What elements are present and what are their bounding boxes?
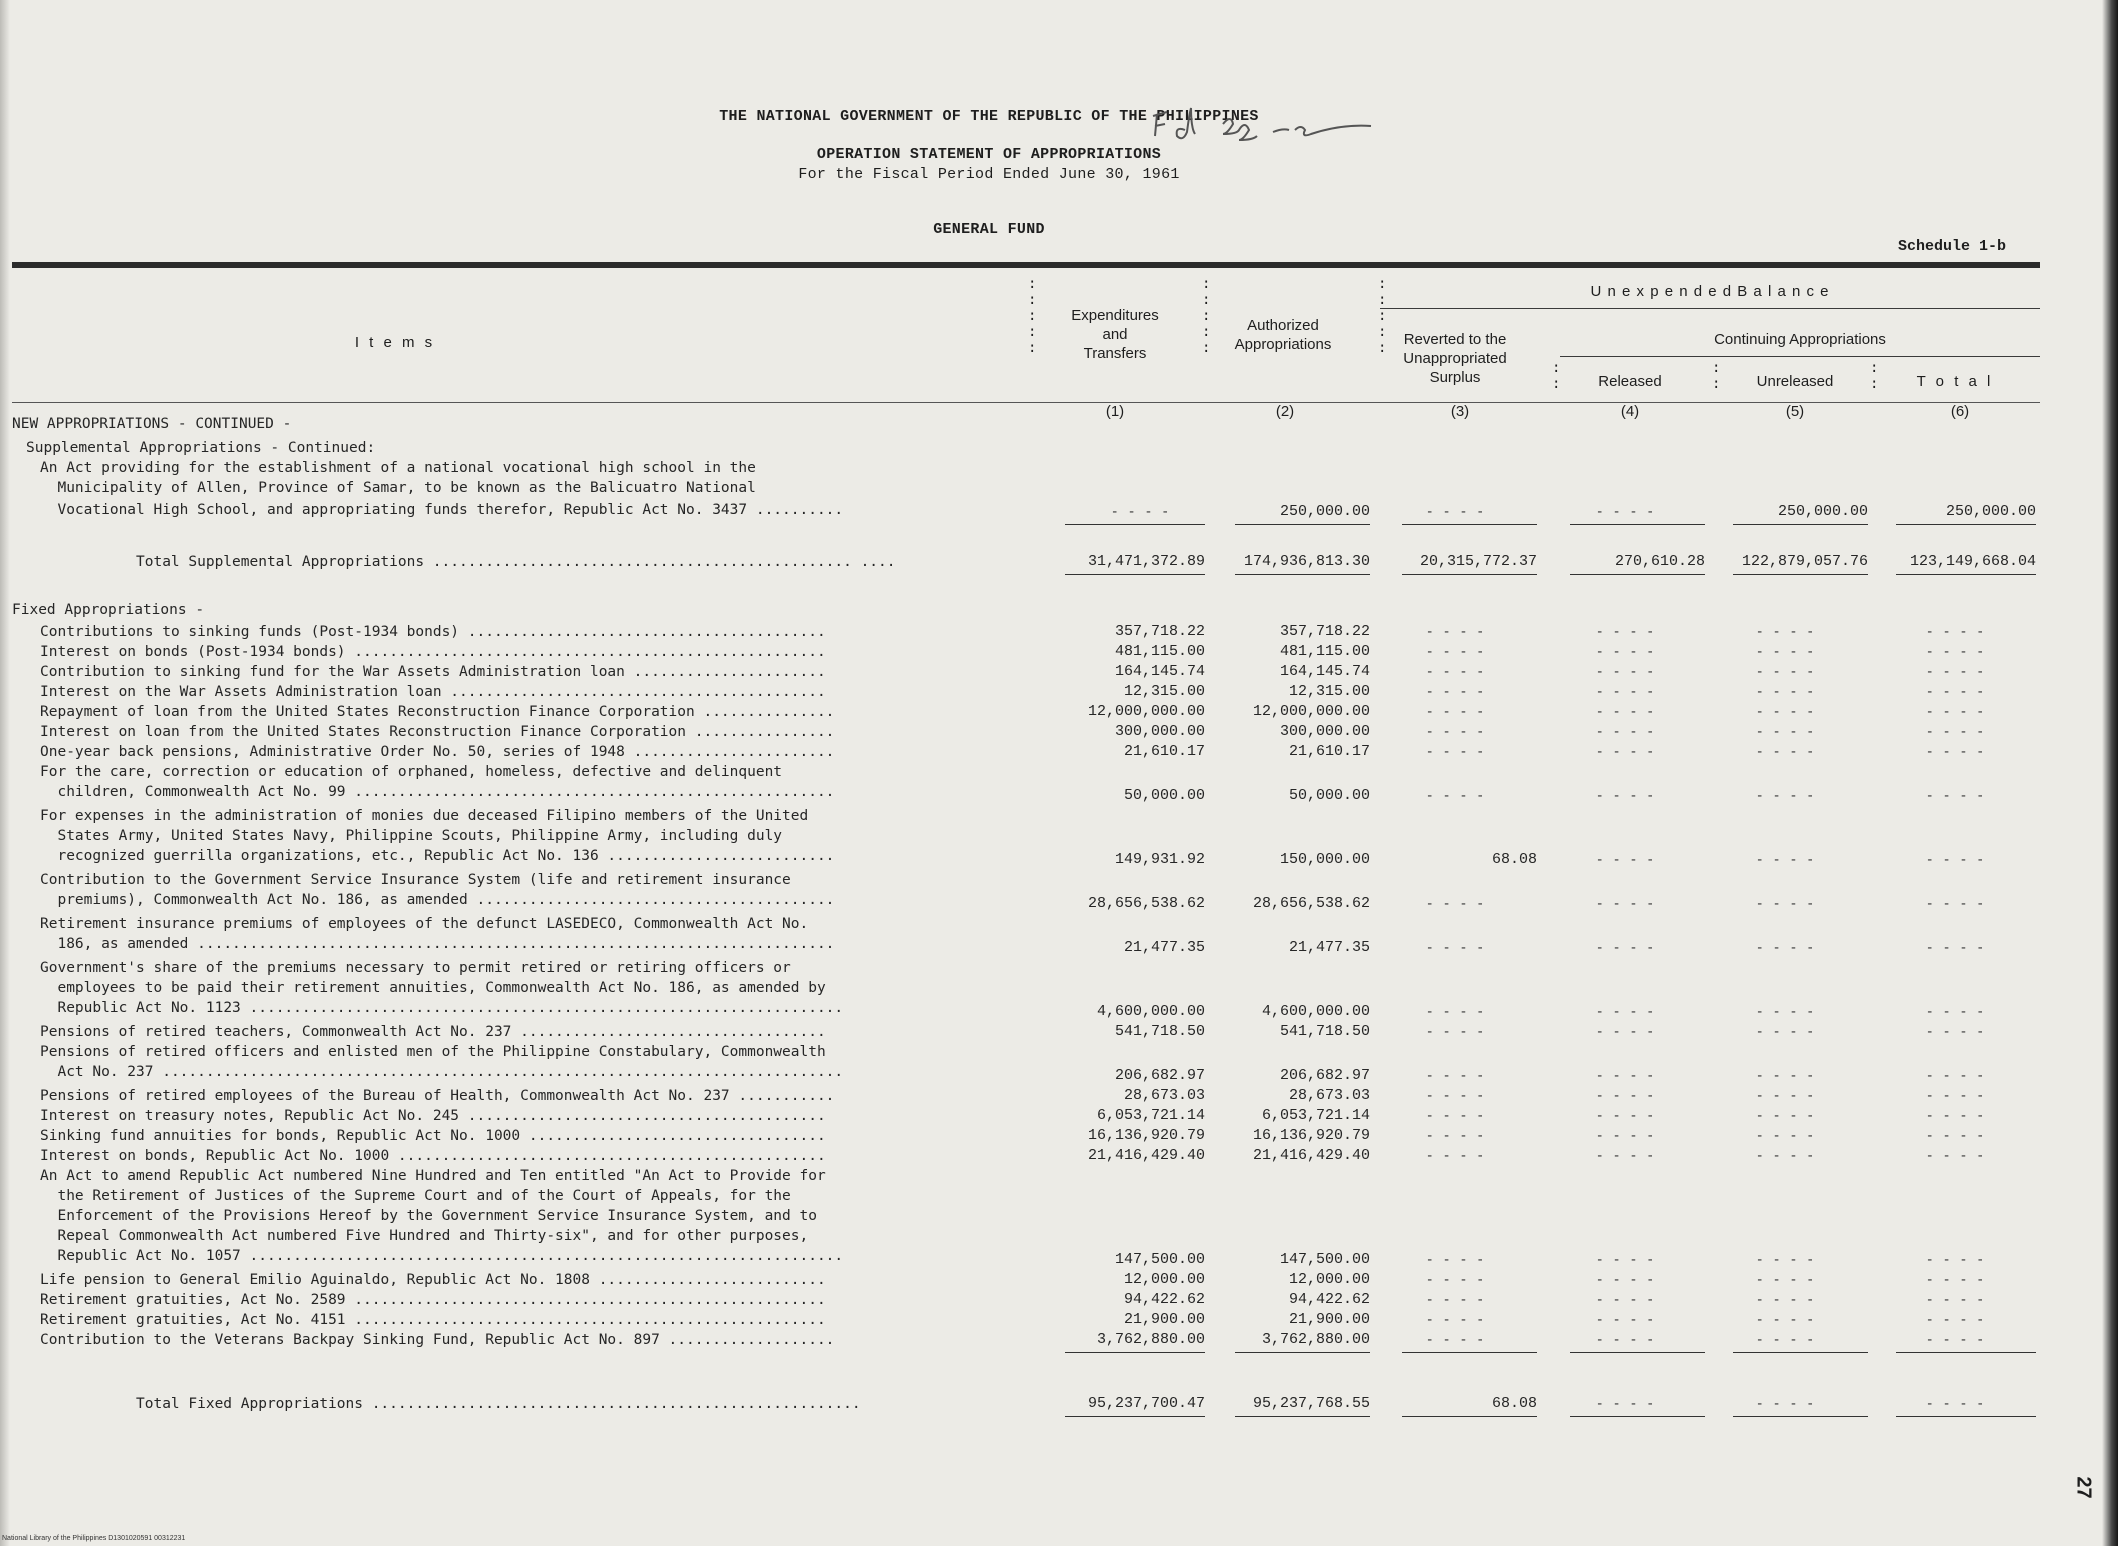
dash-cell: - - - - — [1925, 684, 1985, 700]
value-cell: 250,000.00 — [1945, 503, 2036, 520]
sum-underline — [1065, 574, 1205, 575]
expenditures-cell: 28,656,538.62 — [1087, 895, 1205, 912]
dash-cell: - - - - — [1755, 1088, 1815, 1104]
authorized-cell: 481,115.00 — [1279, 643, 1370, 660]
dash-cell: - - - - — [1595, 788, 1655, 804]
row-item-text: premiums), Commonwealth Act No. 186, as amended ......................................... — [40, 892, 835, 908]
dash-cell: - - - - — [1595, 1312, 1655, 1328]
row-item-text: An Act to amend Republic Act numbered Nine Hundred and Ten entitled "An Act to Provide for — [40, 1168, 826, 1184]
schedule-label: Schedule 1-b — [1898, 238, 2007, 255]
row-item-text: Government's share of the premiums necessary to permit retired or retiring officers or — [40, 960, 791, 976]
sum-underline — [1065, 1352, 1205, 1353]
authorized-cell: 541,718.50 — [1279, 1023, 1370, 1040]
dash-cell: - - - - — [1755, 1108, 1815, 1124]
authorized-cell: 21,610.17 — [1288, 743, 1370, 760]
col-continuing: Continuing Appropriations — [1714, 331, 1886, 348]
dash-cell: - - - - — [1925, 1396, 1985, 1412]
total-value-cell: 174,936,813.30 — [1243, 553, 1370, 570]
rule-continuing — [1560, 356, 2040, 357]
dash-cell: - - - - — [1595, 1272, 1655, 1288]
dash-cell: - - - - — [1595, 1128, 1655, 1144]
dash-cell: - - - - — [1425, 1108, 1485, 1124]
dash-cell: - - - - — [1425, 1272, 1485, 1288]
footer-stamp: National Library of the Philippines D1301020591 00312231 — [2, 1535, 186, 1542]
expenditures-cell: 206,682.97 — [1114, 1067, 1205, 1084]
dash-cell: - - - - — [1925, 1252, 1985, 1268]
row-item-text: the Retirement of Justices of the Supreme Court and of the Court of Appeals, for the — [40, 1188, 791, 1204]
dash-cell: - - - - — [1755, 1312, 1815, 1328]
dash-cell: - - - - — [1925, 1108, 1985, 1124]
dash-cell: - - - - — [1425, 504, 1485, 520]
dash-cell: - - - - — [1425, 1088, 1485, 1104]
sum-underline — [1402, 1416, 1537, 1417]
dash-cell: - - - - — [1925, 1148, 1985, 1164]
dash-cell: - - - - — [1595, 684, 1655, 700]
row-item-text: employees to be paid their retirement annuities, Commonwealth Act No. 186, as amended by — [40, 980, 826, 996]
dash-cell: - - - - — [1755, 1068, 1815, 1084]
dash-cell: - - - - — [1755, 1004, 1815, 1020]
dash-cell: - - - - — [1925, 1088, 1985, 1104]
authorized-cell: 21,416,429.40 — [1252, 1147, 1370, 1164]
dash-cell: - - - - — [1755, 684, 1815, 700]
reverted-cell: 68.08 — [1491, 851, 1537, 868]
authorized-cell: 300,000.00 — [1279, 723, 1370, 740]
dash-cell: - - - - — [1925, 664, 1985, 680]
row-item-text: Retirement insurance premiums of employees of the defunct LASEDECO, Commonwealth Act No. — [40, 916, 809, 932]
row-item-text: Retirement gratuities, Act No. 4151 ...................................................... — [40, 1312, 826, 1328]
expenditures-cell: 147,500.00 — [1114, 1251, 1205, 1268]
total-value-cell: 270,610.28 — [1614, 553, 1705, 570]
dash-cell: - - - - — [1925, 1128, 1985, 1144]
col-num-2: (2) — [1275, 403, 1295, 420]
dash-cell: - - - - — [1595, 896, 1655, 912]
authorized-cell: 21,900.00 — [1288, 1311, 1370, 1328]
top-rule — [12, 262, 2040, 268]
dash-cell: - - - - — [1595, 704, 1655, 720]
row-item-text: Interest on loan from the United States Reconstruction Finance Corporation ................ — [40, 724, 835, 740]
dash-cell: - - - - — [1425, 1292, 1485, 1308]
dash-cell: - - - - — [1595, 1004, 1655, 1020]
dash-cell: - - - - — [1925, 644, 1985, 660]
dash-cell: - - - - — [1595, 1108, 1655, 1124]
header-fund: GENERAL FUND — [933, 221, 1045, 238]
row-item-text: Interest on treasury notes, Republic Act No. 245 ......................................... — [40, 1108, 826, 1124]
col-expenditures: Expenditures and Transfers — [1071, 307, 1159, 362]
expenditures-cell: 481,115.00 — [1114, 643, 1205, 660]
expenditures-cell: 164,145.74 — [1114, 663, 1205, 680]
dash-cell: - - - - — [1595, 744, 1655, 760]
sum-underline — [1896, 1352, 2036, 1353]
col-num-5: (5) — [1785, 403, 1805, 420]
value-cell: 250,000.00 — [1777, 503, 1868, 520]
dash-cell: - - - - — [1425, 940, 1485, 956]
col-num-3: (3) — [1450, 403, 1470, 420]
expenditures-cell: 21,416,429.40 — [1087, 1147, 1205, 1164]
dash-cell: - - - - — [1755, 1292, 1815, 1308]
row-item-text: recognized guerrilla organizations, etc., Republic Act No. 136 .......................... — [40, 848, 835, 864]
expenditures-cell: 50,000.00 — [1123, 787, 1205, 804]
dash-cell: - - - - — [1755, 704, 1815, 720]
dash-cell: - - - - — [1595, 1332, 1655, 1348]
expenditures-cell: 12,000.00 — [1123, 1271, 1205, 1288]
dash-cell: - - - - — [1925, 896, 1985, 912]
col-unexpended: U n e x p e n d e d B a l a n c e — [1590, 283, 1830, 300]
row-item-text: Interest on the War Assets Administration loan ........................................... — [40, 684, 826, 700]
dash-cell: - - - - — [1110, 504, 1170, 520]
row-item-text: For expenses in the administration of monies due deceased Filipino members of the United — [40, 808, 809, 824]
authorized-cell: 4,600,000.00 — [1261, 1003, 1370, 1020]
expenditures-cell: 21,477.35 — [1123, 939, 1205, 956]
dash-cell: - - - - — [1755, 644, 1815, 660]
dash-cell: - - - - — [1425, 1128, 1485, 1144]
dash-cell: - - - - — [1595, 1088, 1655, 1104]
dash-cell: - - - - — [1755, 788, 1815, 804]
total-value-cell: 95,237,700.47 — [1087, 1395, 1205, 1412]
header-bottom-rule — [12, 402, 2040, 403]
page-number: 27 — [2072, 1476, 2095, 1499]
sum-underline — [1570, 1352, 1705, 1353]
section-fixed: Fixed Appropriations - — [12, 602, 205, 618]
col-reverted: Reverted to the Unappropriated Surplus — [1403, 331, 1507, 386]
col-unreleased: Unreleased — [1756, 373, 1834, 390]
expenditures-cell: 149,931.92 — [1114, 851, 1205, 868]
row-item-text: children, Commonwealth Act No. 99 ....................................................... — [40, 784, 835, 800]
sum-underline — [1570, 574, 1705, 575]
handwritten-note — [1145, 96, 1395, 156]
expenditures-cell: 357,718.22 — [1114, 623, 1205, 640]
authorized-cell: 357,718.22 — [1279, 623, 1370, 640]
authorized-cell: 6,053,721.14 — [1261, 1107, 1370, 1124]
authorized-cell: 12,315.00 — [1288, 683, 1370, 700]
authorized-cell: 206,682.97 — [1279, 1067, 1370, 1084]
dash-cell: - - - - — [1595, 504, 1655, 520]
authorized-cell: 21,477.35 — [1288, 939, 1370, 956]
expenditures-cell: 6,053,721.14 — [1096, 1107, 1205, 1124]
dash-cell: - - - - — [1595, 852, 1655, 868]
supp-item-line: An Act providing for the establishment of a national vocational high school in the — [40, 460, 756, 476]
row-item-text: Pensions of retired employees of the Bureau of Health, Commonwealth Act No. 237 ........... — [40, 1088, 835, 1104]
section-new-appropriations: NEW APPROPRIATIONS - CONTINUED - — [12, 416, 292, 432]
row-item-text: Act No. 237 .............................................................................. — [40, 1064, 844, 1080]
dash-cell: - - - - — [1755, 1272, 1815, 1288]
row-item-text: Interest on bonds (Post-1934 bonds) ...................................................... — [40, 644, 826, 660]
dash-cell: - - - - — [1755, 896, 1815, 912]
dash-cell: - - - - — [1925, 788, 1985, 804]
row-item-text: Contribution to the Veterans Backpay Sinking Fund, Republic Act No. 897 ................... — [40, 1332, 835, 1348]
col-released: Released — [1598, 373, 1662, 390]
col-num-6: (6) — [1950, 403, 1970, 420]
dash-cell: - - - - — [1425, 1004, 1485, 1020]
sum-underline — [1402, 524, 1537, 525]
expenditures-cell: 300,000.00 — [1114, 723, 1205, 740]
expenditures-cell: 12,000,000.00 — [1087, 703, 1205, 720]
row-item-text: Repayment of loan from the United States Reconstruction Finance Corporation ............... — [40, 704, 835, 720]
authorized-cell: 50,000.00 — [1288, 787, 1370, 804]
sum-underline — [1733, 1352, 1868, 1353]
authorized-cell: 94,422.62 — [1288, 1291, 1370, 1308]
header-period: For the Fiscal Period Ended June 30, 1961 — [798, 166, 1180, 183]
total-value-cell: 31,471,372.89 — [1087, 553, 1205, 570]
sum-underline — [1235, 574, 1370, 575]
sum-underline — [1896, 574, 2036, 575]
expenditures-cell: 541,718.50 — [1114, 1023, 1205, 1040]
total-value-cell: 122,879,057.76 — [1741, 553, 1868, 570]
total-value-cell: 68.08 — [1491, 1395, 1537, 1412]
sum-underline — [1896, 524, 2036, 525]
dash-cell: - - - - — [1755, 940, 1815, 956]
dash-cell: - - - - — [1425, 724, 1485, 740]
dash-cell: - - - - — [1755, 1024, 1815, 1040]
sum-underline — [1733, 574, 1868, 575]
sum-underline — [1235, 524, 1370, 525]
header-statement: OPERATION STATEMENT OF APPROPRIATIONS — [816, 146, 1162, 163]
dash-cell: - - - - — [1425, 1148, 1485, 1164]
dash-cell: - - - - — [1755, 1128, 1815, 1144]
dash-cell: - - - - — [1425, 684, 1485, 700]
authorized-cell: 12,000,000.00 — [1252, 703, 1370, 720]
dash-cell: - - - - — [1595, 940, 1655, 956]
section-supplemental: Supplemental Appropriations - Continued: — [26, 440, 376, 456]
total-value-cell: 20,315,772.37 — [1419, 553, 1537, 570]
dash-cell: - - - - — [1755, 1332, 1815, 1348]
expenditures-cell: 12,315.00 — [1123, 683, 1205, 700]
dash-cell: - - - - — [1425, 1252, 1485, 1268]
page-edge-right — [2102, 0, 2118, 1546]
row-item-text: Pensions of retired officers and enlisted men of the Philippine Constabulary, Commonwealth — [40, 1044, 826, 1060]
dash-cell: - - - - — [1425, 788, 1485, 804]
dash-cell: - - - - — [1925, 1068, 1985, 1084]
sum-underline — [1235, 1416, 1370, 1417]
header-government: THE NATIONAL GOVERNMENT OF THE REPUBLIC OF THE PHILIPPINES — [719, 108, 1259, 125]
expenditures-cell: 28,673.03 — [1123, 1087, 1205, 1104]
supp-item-line: Municipality of Allen, Province of Samar, to be known as the Balicuatro National — [40, 480, 756, 496]
sum-underline — [1733, 1416, 1868, 1417]
expenditures-cell: 21,610.17 — [1123, 743, 1205, 760]
sum-underline — [1065, 1416, 1205, 1417]
dash-cell: - - - - — [1925, 852, 1985, 868]
rule-unexpended — [1380, 308, 2040, 309]
dash-cell: - - - - — [1425, 624, 1485, 640]
dash-cell: - - - - — [1925, 744, 1985, 760]
authorized-cell: 16,136,920.79 — [1252, 1127, 1370, 1144]
dash-cell: - - - - — [1925, 624, 1985, 640]
sum-underline — [1570, 1416, 1705, 1417]
row-item-text: For the care, correction or education of orphaned, homeless, defective and delinquent — [40, 764, 783, 780]
dash-cell: - - - - — [1425, 1312, 1485, 1328]
dash-cell: - - - - — [1925, 1332, 1985, 1348]
expenditures-cell: 4,600,000.00 — [1096, 1003, 1205, 1020]
dash-cell: - - - - — [1425, 664, 1485, 680]
dash-cell: - - - - — [1425, 1024, 1485, 1040]
dash-cell: - - - - — [1755, 724, 1815, 740]
dash-cell: - - - - — [1925, 940, 1985, 956]
row-item-text: Republic Act No. 1123 .................................................................... — [40, 1000, 844, 1016]
dash-cell: - - - - — [1755, 1148, 1815, 1164]
total-value-cell: 95,237,768.55 — [1252, 1395, 1370, 1412]
sum-underline — [1065, 524, 1205, 525]
row-item-text: Contribution to the Government Service Insurance System (life and retirement insurance — [40, 872, 791, 888]
col-num-1: (1) — [1105, 403, 1125, 420]
dash-cell: - - - - — [1595, 1396, 1655, 1412]
sum-underline — [1896, 1416, 2036, 1417]
authorized-cell: 164,145.74 — [1279, 663, 1370, 680]
dash-cell: - - - - — [1595, 644, 1655, 660]
col-num-4: (4) — [1620, 403, 1640, 420]
authorized-cell: 28,656,538.62 — [1252, 895, 1370, 912]
row-item-text: Repeal Commonwealth Act numbered Five Hundred and Thirty-six", and for other purposes, — [40, 1228, 809, 1244]
dash-cell: - - - - — [1755, 744, 1815, 760]
dash-cell: - - - - — [1925, 1272, 1985, 1288]
expenditures-cell: 21,900.00 — [1123, 1311, 1205, 1328]
sum-underline — [1402, 1352, 1537, 1353]
row-item-text: Enforcement of the Provisions Hereof by the Government Service Insurance System, and to — [40, 1208, 817, 1224]
dash-cell: - - - - — [1595, 1252, 1655, 1268]
authorized-cell: 147,500.00 — [1279, 1251, 1370, 1268]
dash-cell: - - - - — [1595, 624, 1655, 640]
sum-underline — [1402, 574, 1537, 575]
sum-underline — [1733, 524, 1868, 525]
supp-item-line: Vocational High School, and appropriating funds therefor, Republic Act No. 3437 .......... — [40, 502, 844, 518]
dash-cell: - - - - — [1595, 1292, 1655, 1308]
authorized-cell: 12,000.00 — [1288, 1271, 1370, 1288]
dash-cell: - - - - — [1425, 644, 1485, 660]
dash-cell: - - - - — [1755, 852, 1815, 868]
row-item-text: Sinking fund annuities for bonds, Republic Act No. 1000 .................................. — [40, 1128, 826, 1144]
row-item-text: States Army, United States Navy, Philippine Scouts, Philippine Army, including duly — [40, 828, 783, 844]
dash-cell: - - - - — [1755, 1396, 1815, 1412]
dash-cell: - - - - — [1925, 1312, 1985, 1328]
col-authorized: Authorized Appropriations — [1234, 317, 1332, 353]
row-item-text: Contributions to sinking funds (Post-1934 bonds) ......................................... — [40, 624, 826, 640]
authorized-cell: 150,000.00 — [1279, 851, 1370, 868]
total-fixed-label: Total Fixed Appropriations ........................................................ — [136, 1396, 861, 1412]
dash-cell: - - - - — [1755, 1252, 1815, 1268]
dash-cell: - - - - — [1925, 1292, 1985, 1308]
col-items: I t e m s — [354, 334, 436, 351]
row-item-text: Pensions of retired teachers, Commonwealth Act No. 237 ................................... — [40, 1024, 826, 1040]
row-item-text: Life pension to General Emilio Aguinaldo, Republic Act No. 1808 .......................... — [40, 1272, 826, 1288]
value-cell: 250,000.00 — [1279, 503, 1370, 520]
row-item-text: Republic Act No. 1057 .................................................................... — [40, 1248, 844, 1264]
dash-cell: - - - - — [1595, 1024, 1655, 1040]
dash-cell: - - - - — [1425, 744, 1485, 760]
dash-cell: - - - - — [1755, 664, 1815, 680]
dash-cell: - - - - — [1595, 1148, 1655, 1164]
row-item-text: 186, as amended ......................................................................... — [40, 936, 835, 952]
row-item-text: One-year back pensions, Administrative Order No. 50, series of 1948 ....................... — [40, 744, 835, 760]
dash-cell: - - - - — [1425, 1332, 1485, 1348]
dash-cell: - - - - — [1425, 1068, 1485, 1084]
dash-cell: - - - - — [1925, 704, 1985, 720]
sum-underline — [1570, 524, 1705, 525]
authorized-cell: 28,673.03 — [1288, 1087, 1370, 1104]
row-item-text: Retirement gratuities, Act No. 2589 ...................................................... — [40, 1292, 826, 1308]
dash-cell: - - - - — [1925, 724, 1985, 740]
expenditures-cell: 16,136,920.79 — [1087, 1127, 1205, 1144]
dash-cell: - - - - — [1755, 624, 1815, 640]
dash-cell: - - - - — [1595, 664, 1655, 680]
dash-cell: - - - - — [1425, 704, 1485, 720]
total-value-cell: 123,149,668.04 — [1909, 553, 2036, 570]
row-item-text: Interest on bonds, Republic Act No. 1000 ................................................. — [40, 1148, 826, 1164]
dash-cell: - - - - — [1595, 724, 1655, 740]
total-supplemental-label: Total Supplemental Appropriations ................................................ .... — [136, 554, 896, 570]
dash-cell: - - - - — [1595, 1068, 1655, 1084]
dash-cell: - - - - — [1925, 1024, 1985, 1040]
dash-cell: - - - - — [1925, 1004, 1985, 1020]
expenditures-cell: 94,422.62 — [1123, 1291, 1205, 1308]
authorized-cell: 3,762,880.00 — [1261, 1331, 1370, 1348]
col-total: T o t a l — [1916, 373, 1994, 390]
row-item-text: Contribution to sinking fund for the War Assets Administration loan ...................... — [40, 664, 826, 680]
expenditures-cell: 3,762,880.00 — [1096, 1331, 1205, 1348]
sum-underline — [1235, 1352, 1370, 1353]
dash-cell: - - - - — [1425, 896, 1485, 912]
